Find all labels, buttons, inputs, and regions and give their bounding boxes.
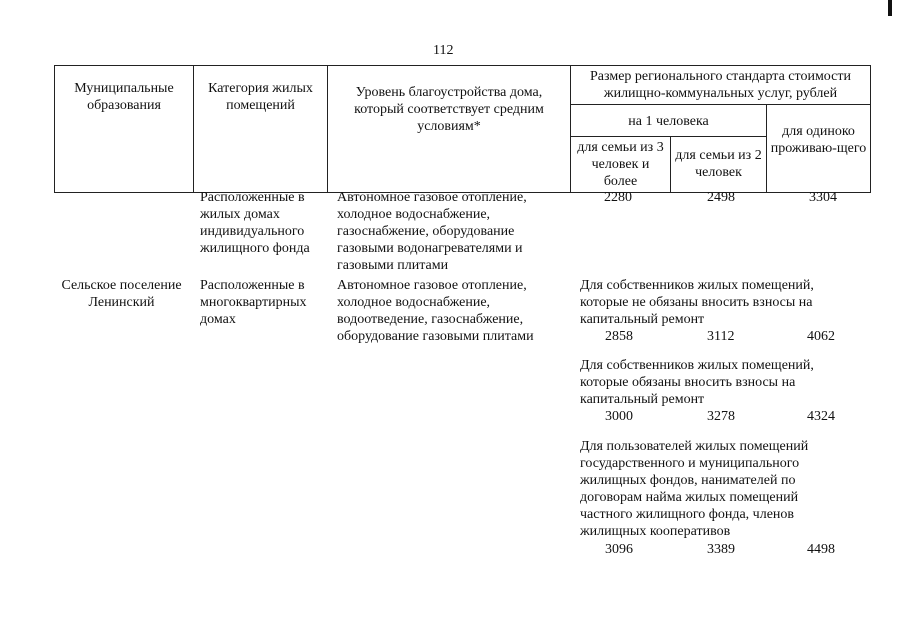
header-family3: для семьи из 3 человек и более [571,137,671,193]
header-category: Категория жилых помещений [194,66,328,193]
row2-group3-value-family2: 3389 [707,542,735,557]
row2-group1-label: Для собственников жилых помещений, которые не обязаны вносить взносы на капитальный ремонт [580,278,814,327]
row2-group2-value-single: 4324 [807,409,835,424]
header-municipal: Муниципальные образования [55,66,194,193]
row2-group3-value-single: 4498 [807,542,835,557]
row2-group2-value-family2: 3278 [707,409,735,424]
row1-level: Автономное газовое отопление, холодное водоснабжение, газоснабжение, оборудование газовыми водонагревателями и газовыми плитами [337,190,527,273]
row2-group1-value-family2: 3112 [707,329,735,344]
page-number: 112 [433,43,454,58]
row2-municipal: Сельское поселение Ленинский [61,278,182,310]
header-standard: Размер регионального стандарта стоимости жилищно-коммунальных услуг, рублей [571,66,871,105]
row2-group3-value-family3: 3096 [605,542,633,557]
header-level: Уровень благоустройства дома, который соответствует средним условиям* [328,66,571,193]
row2-category: Расположенные в многоквартирных домах [200,278,307,327]
header-single: для одиноко проживаю-щего [767,105,871,193]
row2-level: Автономное газовое отопление, холодное водоснабжение, водоотведение, газоснабжение, оборудование газовыми плитами [337,278,534,344]
row2-group1-value-family3: 2858 [605,329,633,344]
row2-group2-label: Для собственников жилых помещений, которые обязаны вносить взносы на капитальный ремонт [580,358,814,407]
row2-group2-value-family3: 3000 [605,409,633,424]
header-table [54,65,871,193]
row2-group1-value-single: 4062 [807,329,835,344]
header-family2: для семьи из 2 человек [671,137,767,193]
row2-group3-label: Для пользователей жилых помещений государственного и муниципального жилищных фондов, нанимателей по договорам найма жилых помещений частного жилищного фонда, членов жилищных кооперативов [580,439,809,539]
scan-mark [888,0,892,16]
header-per-person: на 1 человека [571,105,767,137]
row1-value-single: 3304 [809,190,837,205]
row1-category: Расположенные в жилых домах индивидуального жилищного фонда [200,190,310,256]
row1-value-family3: 2280 [604,190,632,205]
row1-value-family2: 2498 [707,190,735,205]
